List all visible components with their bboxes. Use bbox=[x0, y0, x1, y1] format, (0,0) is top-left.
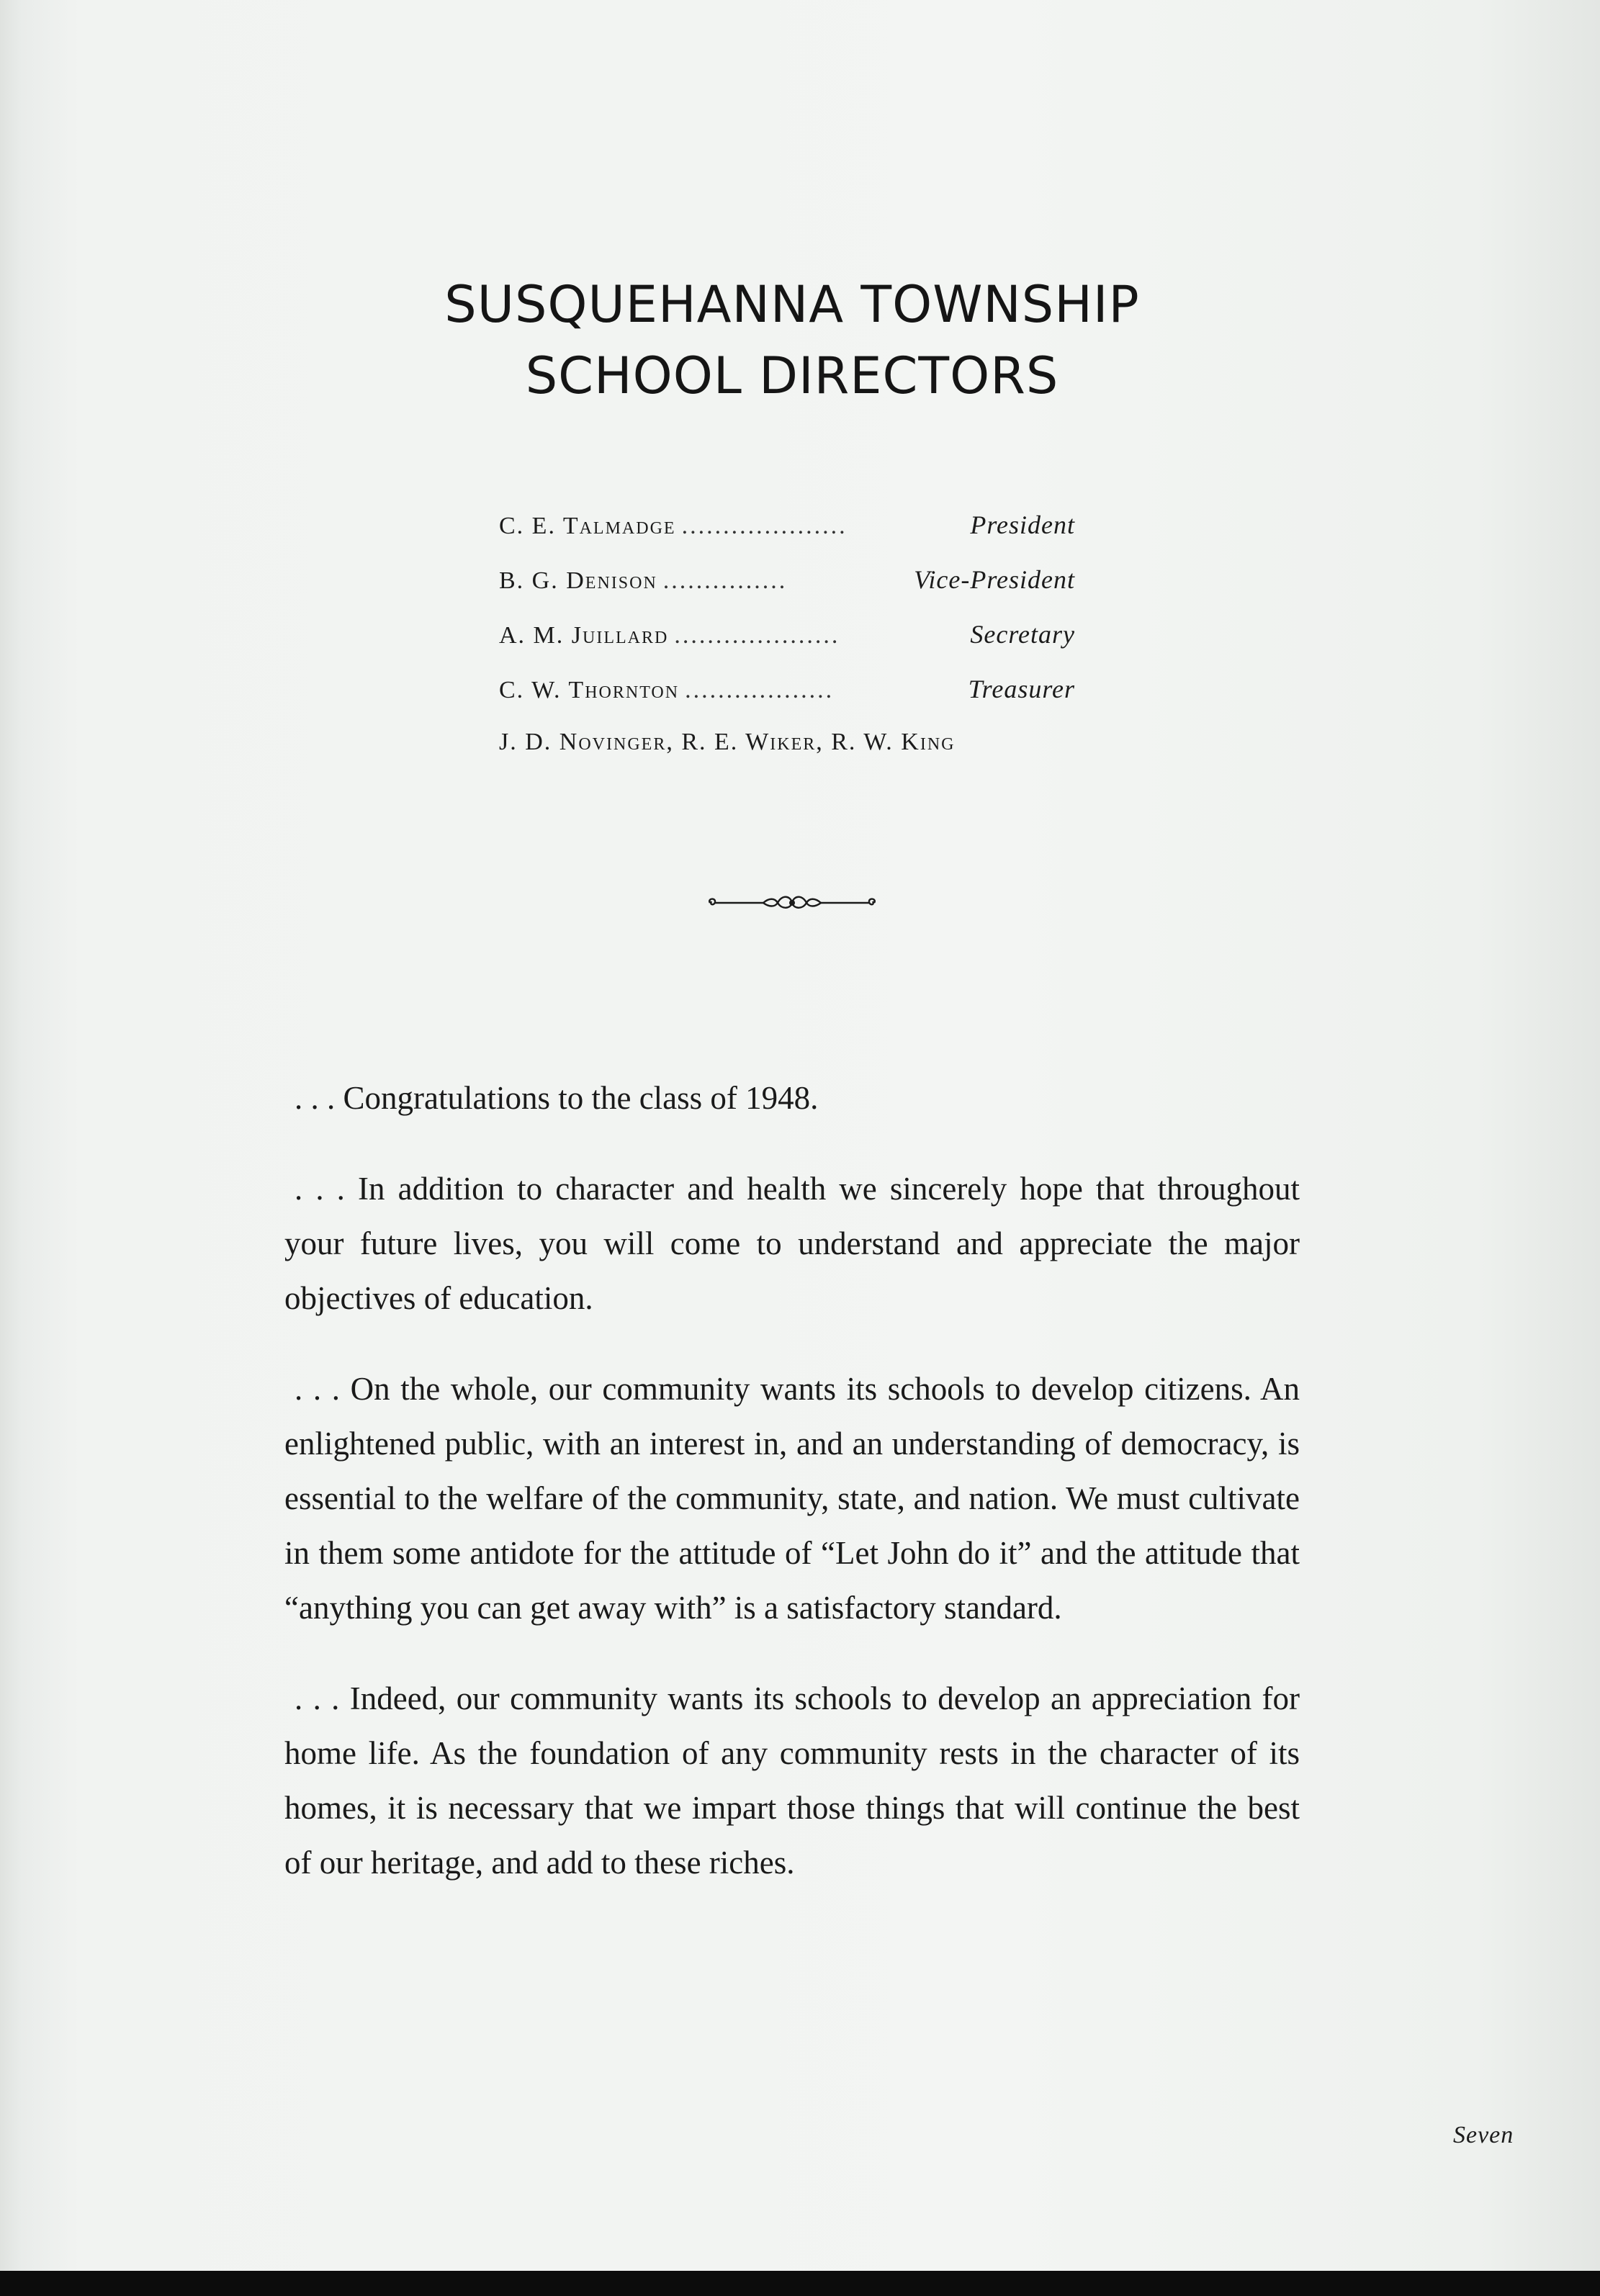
paragraph: . . . On the whole, our community wants its schools to develop citizens. An enlightened public, with an interest in, and an understanding of democracy, is essential to the welfare of the community, state, and nation. We must cultivate in them some antidote for the attitude of “Let John do it” and the attitude that “anything you can get away with” is a satisfactory standard. bbox=[284, 1371, 1300, 1626]
page-title-line-1: SUSQUEHANNA TOWNSHIP bbox=[444, 275, 1140, 334]
page-title-line-2: SCHOOL DIRECTORS bbox=[525, 346, 1059, 405]
director-name: A. M. Juillard bbox=[499, 622, 669, 649]
paragraph: . . . In addition to character and health we sincerely hope that throughout your future lives, you will come to understand and appreciate the major objectives of education. bbox=[284, 1171, 1300, 1316]
director-row bbox=[499, 510, 1075, 564]
director-name: C. E. Talmadge bbox=[499, 513, 676, 539]
members-row bbox=[499, 729, 1075, 783]
director-row bbox=[499, 564, 1075, 619]
page-number: Seven bbox=[1453, 2122, 1514, 2148]
leader-dots: ............... bbox=[662, 567, 788, 594]
paragraph: . . . Congratulations to the class of 1948. bbox=[295, 1080, 819, 1116]
director-office: Treasurer bbox=[968, 675, 1075, 703]
director-office: President bbox=[970, 510, 1075, 539]
director-row bbox=[499, 674, 1075, 729]
director-name: C. W. Thornton bbox=[499, 677, 680, 703]
director-office: Vice-President bbox=[914, 565, 1075, 594]
message-body bbox=[284, 1071, 1300, 1926]
directors-list bbox=[499, 510, 1075, 783]
scan-bottom-edge bbox=[0, 2271, 1600, 2296]
leader-dots: .................... bbox=[674, 622, 840, 649]
director-name: B. G. Denison bbox=[499, 567, 657, 594]
director-office: Secretary bbox=[970, 620, 1075, 649]
leader-dots: .................... bbox=[681, 513, 848, 539]
leader-dots: .................. bbox=[685, 677, 835, 703]
ornament-divider-icon bbox=[706, 891, 878, 913]
director-row bbox=[499, 619, 1075, 674]
board-members: J. D. Novinger, R. E. Wiker, R. W. King bbox=[499, 729, 956, 755]
paragraph: . . . Indeed, our community wants its schools to develop an appreciation for home life. As the foundation of any community rests in the character of its homes, it is necessary that we impart those things that will continue the best of our heritage, and add to these riches. bbox=[284, 1680, 1300, 1881]
